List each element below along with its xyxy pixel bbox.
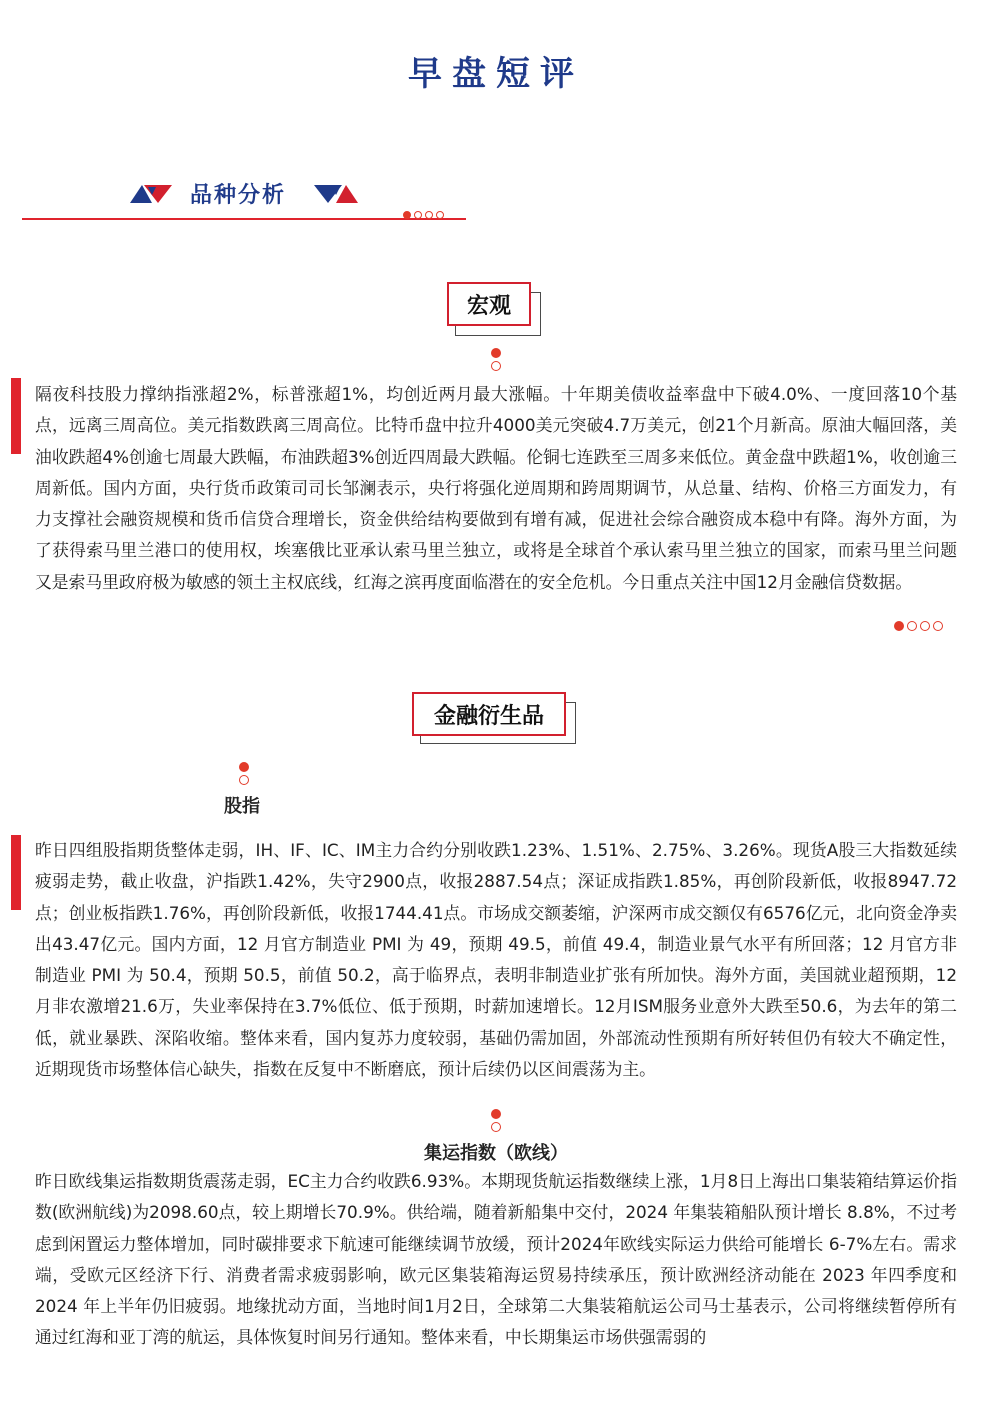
chevron-logo-left-icon <box>130 183 174 205</box>
stock-index-heading: 股指 <box>224 796 260 817</box>
connector-dots-icon <box>239 762 249 785</box>
macro-label: 宏观 <box>447 282 531 326</box>
stock-index-text: 昨日四组股指期货整体走弱，IH、IF、IC、IM主力合约分别收跌1.23%、1.51%、2.75%、3.26%。现货A股三大指数延续疲弱走势，截止收盘，沪指跌1.42%，失守2900点，收报2887.54点；深证成指跌1.85%，再创阶段新低，收报8947.72点；创业板指跌1.76%，再创阶段新低，收报1744.41点。市场成交额萎缩，沪深两市成交额仅有6576亿元，北向资金净卖出43.47亿元。国内方面，12 月官方制造业 PMI 为 49，预期 49.5，前值 49.4，制造业景气水平有所回落；12 月官方非制造业 PMI 为 50.4，预期 50.5，前值 50.2，高于临界点，表明非制造业扩张有所加快。海外方面，美国就业超预期，12月非农激增21.6万，失业率保持在3.7%低位、低于预期，时薪加速增长。12月ISM服务业意外大跌至50.6，为去年的第二低，就业暴跌、深陷收缩。整体来看，国内复苏力度较弱，基础仍需加固，外部流动性预期有所好转但仍有较大不确定性，近期现货市场整体信心缺失，指数在反复中不断磨底，预计后续仍以区间震荡为主。 <box>35 840 957 1080</box>
connector-dots-icon <box>491 1109 501 1132</box>
macro-text: 隔夜科技股力撑纳指涨超2%，标普涨超1%，均创近两月最大涨幅。十年期美债收益率盘中下破4.0%、一度回落10个基点，远离三周高位。美元指数跌离三周高位。比特币盘中拉升4000美元突破4.7万美元，创21个月新高。原油大幅回落，美油收跌超4%创逾七周最大跌幅，布油跌超3%创近四周最大跌幅。伦铜七连跌至三周多来低位。黄金盘中跌超1%，收创逾三周新低。国内方面，央行货币政策司司长邹澜表示，央行将强化逆周期和跨周期调节，从总量、结构、价格三方面发力，有力支撑社会融资规模和货币信贷合理增长，资金供给结构要做到有增有减，促进社会综合融资成本稳中有降。海外方面，为了获得索马里兰港口的使用权，埃塞俄比亚承认索马里兰独立，或将是全球首个承认索马里兰独立的国家，而索马里兰问题又是索马里政府极为敏感的领土主权底线，红海之滨再度面临潜在的安全危机。今日重点关注中国12月金融信贷数据。 <box>35 384 957 592</box>
section-heading: 品种分析 <box>190 183 287 208</box>
connector-dots-icon <box>491 348 501 371</box>
page-title: 早盘短评 <box>408 54 584 94</box>
derivatives-label: 金融衍生品 <box>412 692 566 736</box>
accent-bar <box>11 835 21 910</box>
container-index-heading: 集运指数（欧线） <box>424 1143 568 1164</box>
accent-bar <box>11 378 21 454</box>
divider-dots-icon <box>403 211 444 219</box>
chevron-logo-right-icon <box>314 183 358 205</box>
section-divider <box>22 218 466 220</box>
paragraph-end-dots-icon <box>894 621 943 631</box>
container-index-text: 昨日欧线集运指数期货震荡走弱，EC主力合约收跌6.93%。本期现货航运指数继续上涨，1月8日上海出口集装箱结算运价指数(欧洲航线)为2098.60点，较上期增长70.9%。供给端，随着新船集中交付，2024 年集装箱船队预计增长 8.8%，不过考虑到闲置运力整体增加，同时碳排要求下航速可能继续调节放缓，预计2024年欧线实际运力供给可能增长 6-7%左右。需求端，受欧元区经济下行、消费者需求疲弱影响，欧元区集装箱海运贸易持续承压，预计欧洲经济动能在 2023 年四季度和 2024 年上半年仍旧疲弱。地缘扰动方面，当地时间1月2日，全球第二大集装箱航运公司马士基表示，公司将继续暂停所有通过红海和亚丁湾的航运，具体恢复时间另行通知。整体来看，中长期集运市场供强需弱的 <box>35 1171 957 1348</box>
